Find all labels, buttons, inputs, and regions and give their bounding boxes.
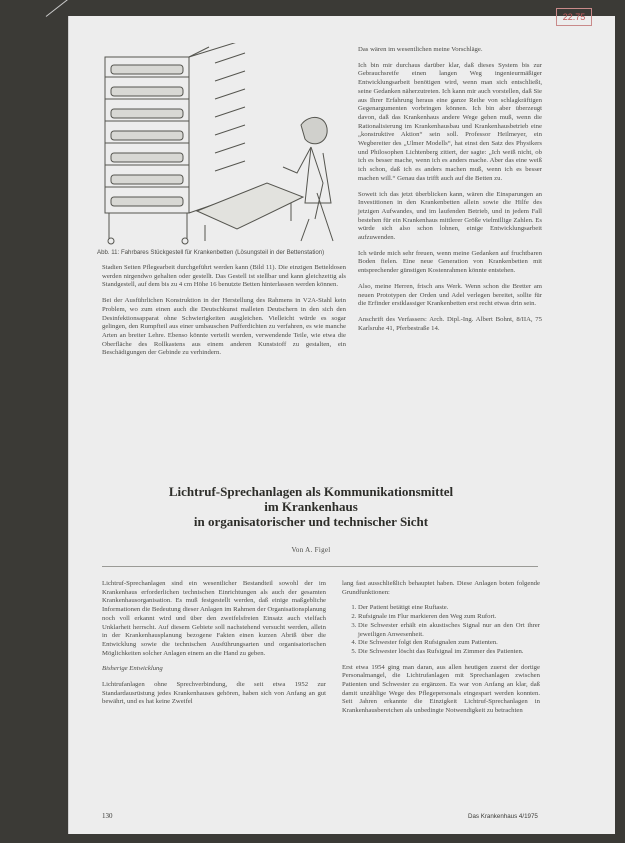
- paragraph: Lichtrufanlagen ohne Sprechverbindung, die seit etwa 1952 zur Standardausrüstung jedes Krankenhauses gehören, haben sich von Anfang an gut bewährt, und es hat keine Zweifel: [102, 681, 326, 706]
- paragraph: lang fast ausschließlich behauptet haben. Diese Anlagen boten folgende Grundfunktionen:: [342, 580, 540, 596]
- paragraph: Ich würde mich sehr freuen, wenn meine Gedanken auf fruchtbaren Boden fielen. Eine neue Generation von Krankenbetten mit entsprechender günstigen Kostenrahmen könnte entstehen.: [358, 249, 542, 275]
- bed-rack-illustration: [97, 43, 340, 245]
- left-top-column: [102, 264, 346, 365]
- paragraph: Ich bin mir durchaus darüber klar, daß dieses System bis zur Gebrauchsreife einen langen Weg ingenieurmäßiger Entwicklungsarbeit benötigen wird, wenn man sich entschließt, seine Gedanken näherzutreten. Ich kann mir auch vorstellen, daß Sie aus Ihrer Erfahrung heraus eine ganze Reihe von schlagkräftigen Gegenargumenten vorbringen können. Ich bin aber überzeugt davon, daß das Krankenhaus andere Wege gehen muß, wenn die Rationalisierung im Krankenhausbau und Krankenhausbetrieb eine „konstruktive Aktion“ sein soll. Professor Heilmeyer, ein Wegbereiter des „Ulmer Modells“, hat einst den Satz des Physikers und Philosophen Lichtenberg zitiert, der sagte: „Ich weiß nicht, ob ich es besser mache, wenn ich es anders mache. Aber das eine weiß ich schon, daß ich es anders machen muß, wenn ich es besser machen will.“ Genau das trifft auch auf die Betten zu.: [358, 61, 542, 182]
- article-author: Von A. Figel: [291, 546, 331, 554]
- list-item: 4. Die Schwester folgt den Rufsignalen zum Patienten.: [358, 639, 540, 648]
- paragraph: Bei der Ausführlichen Konstruktion in der Herstellung des Rahmens in V2A-Stahl kein Problem, wo zum einen auch die Deutschkunst malleten Deutschern in den sich den Desinfektionsapparat ohne Schwierigkeiten ausgleichen. Vielleicht würde es sogar gelingen, den Rumpfteil aus einer umbauschen Pufferdichten zu verfahren, es wie manche Arten an breiter Lehre. Ebenso könnte verteilt werden, verwendende Teile, wie etwa die Oberfläche des Rollkastens aus einem anderen Kunststoff zu gestalten, ein Beschädigungen der Gebinde zu verhindern.: [102, 297, 346, 357]
- right-bottom-column: [342, 580, 540, 723]
- function-list: [342, 604, 540, 656]
- journal-footer: Das Krankenhaus 4/1975: [468, 813, 538, 820]
- paragraph: Lichtruf-Sprechanlagen sind ein wesentlicher Bestandteil sowohl der im Krankenhaus erforderlichen technischen Einrichtungen als auch der gesamten Krankenhausorganisation. Es muß festgestellt werden, daß einige maßgebliche Informationen die Bedeutung dieser Anlagen im Rahmen der Organisationsplanung noch voll erkannt wird und über den zweifelsfreien Einsatz auch vielfach Unklarheit herrscht. Auf diesem Gebiete soll nachstehend versucht werden, allein in der Krankenhausplanung bezogene Fakten einen kurzen Abriß über die Entwicklung sowie die technischen Ausführungsarten und organisatorischen Möglichkeiten solcher Anlagen einem an die Hand zu geben.: [102, 580, 326, 657]
- paragraph: Also, meine Herren, frisch ans Werk. Wenn schon die Bretter am neuen Prototypen der Orden und Adel verlegen bereitet, sollte für die Erfinder erstklassiger Krankenbetten erst recht etwas drin sein.: [358, 282, 542, 308]
- title-line: in organisatorischer und technischer Sicht: [193, 514, 429, 529]
- list-item: 3. Die Schwester erhält ein akustisches Signal nur an den Ort ihrer jeweiligen Anwesenheit.: [358, 622, 540, 639]
- list-item: 2. Rufsignale im Flur markieren den Weg zum Rufort.: [358, 613, 540, 622]
- page-stamp: 22.75: [556, 8, 592, 26]
- paragraph: Stadien Seiten Pflegearbeit durchgeführt werden kann (Bild 11). Die einzigen Betteldosen werden nirgendwo gehalten oder gestellt. Das Gestell ist stellbar und kann gleichzeitig als Standgestell, auf dem bis zu 4 cm Höhe 16 benutzte Betten hinterlassen werden können.: [102, 264, 346, 289]
- left-bottom-column: [102, 580, 326, 714]
- figure-caption: Abb. 11: Fahrbares Stückgestell für Krankenbetten (Lösungsteil in der Bettenstation): [97, 249, 325, 256]
- section-subheading: Bisherige Entwicklung: [102, 665, 163, 673]
- scratch-mark: [46, 0, 88, 17]
- author-address: Anschrift des Verfassers: Arch. Dipl.-Ing. Albert Bohnt, 8/IIA, 75 Karlsruhe 41, Pferbestraße 14.: [358, 315, 542, 332]
- list-item: 1. Der Patient betätigt eine Ruftaste.: [358, 604, 540, 613]
- article-title: [88, 484, 534, 529]
- title-line: im Krankenhaus: [264, 499, 358, 514]
- right-top-column: [358, 46, 542, 340]
- divider-rule: [102, 566, 538, 567]
- list-item: 5. Die Schwester löscht das Rufsignal im Zimmer des Patienten.: [358, 648, 540, 657]
- paragraph: Soweit ich das jetzt überblicken kann, wären die Einsparungen an Investitionen in den Krankenbetten allein sowie die Hilfe des jetzigen Aufwandes, und im laufenden Betrieb, und in jedem Fall bestehen für ein Krankenhaus mittlerer Größe vielmillige Zahlen. Es würde sich also schon lohnen, einige Entwicklungsarbeit aufzuwenden.: [358, 190, 542, 242]
- paragraph: Das wären im wesentlichen meine Vorschläge.: [358, 46, 483, 53]
- title-line: Lichtruf-Sprechanlagen als Kommunikationsmittel: [168, 484, 454, 499]
- paragraph: Erst etwa 1954 ging man daran, aus allen heutigen zuerst der dortige Personalmangel, die Lichtrufanlagen mit Sprechanlagen zwischen Patienten und Schwester zu ergänzen. Es war von Anfang an klar, daß damit unzählige Wege des Pflegepersonals eingespart werden konnten. Seit Jahren erkannte die Einzigkeit Lichtruf-Sprechanlagen in Krankenhausbereichen als unbedingte Notwendigkeit zu betrachten: [342, 663, 540, 715]
- page-number: 130: [102, 812, 113, 820]
